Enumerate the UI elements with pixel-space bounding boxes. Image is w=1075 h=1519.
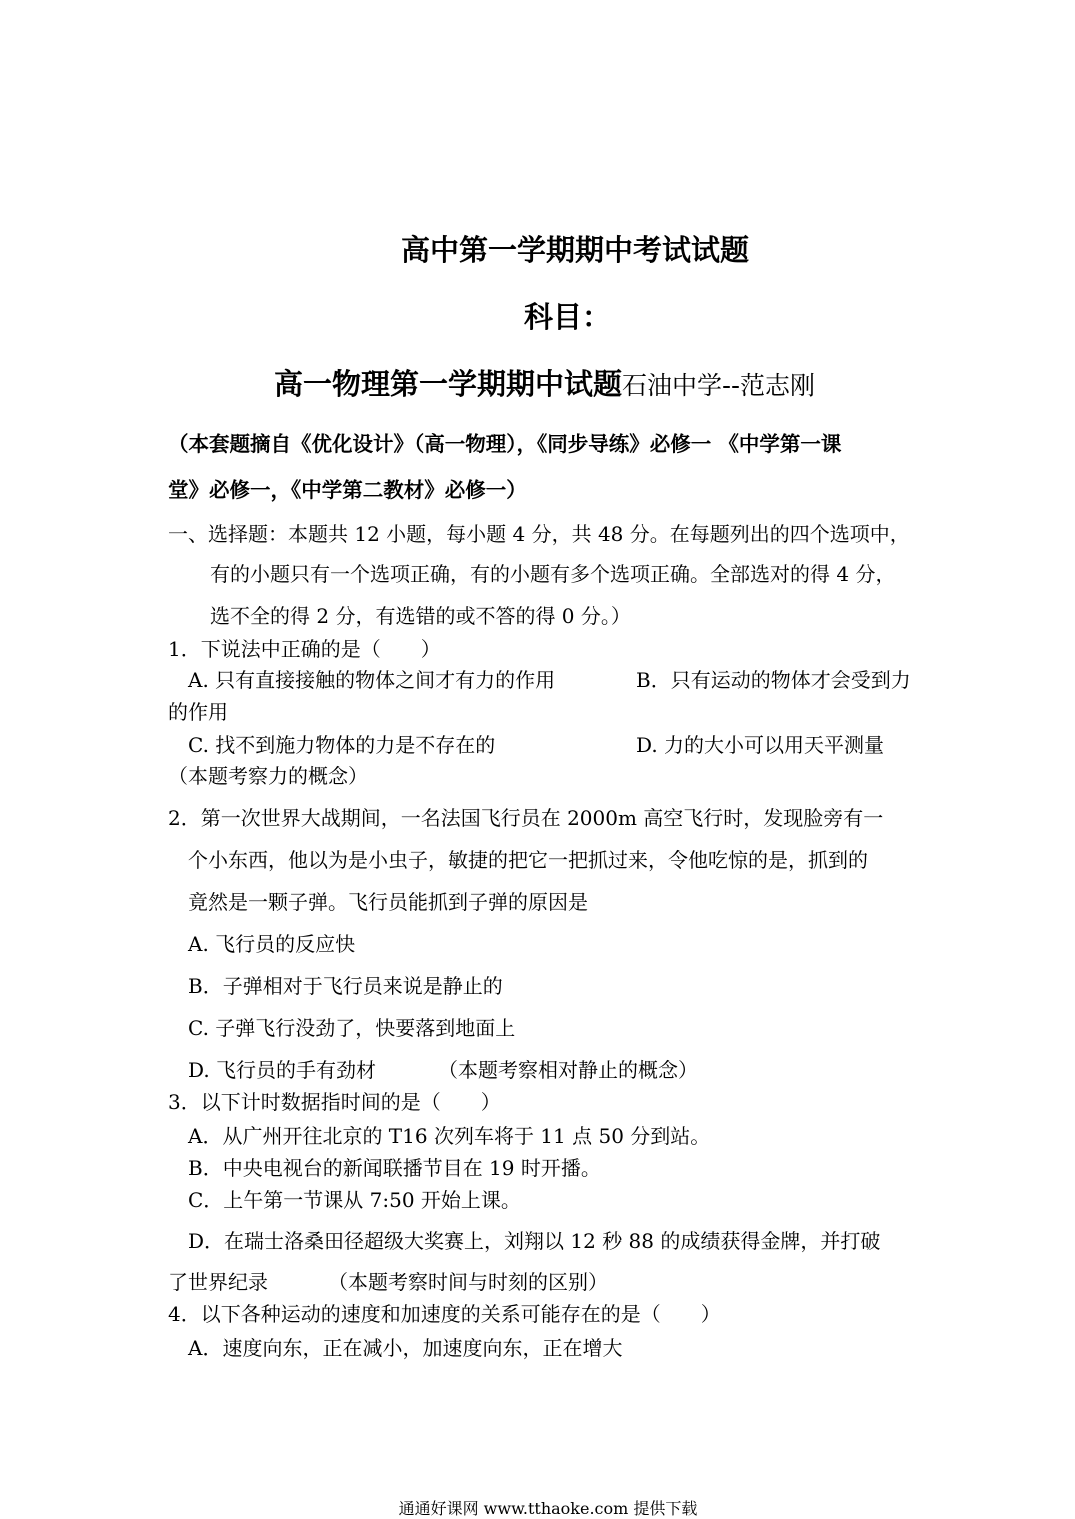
q4-option-a: A．速度向东，正在减小，加速度向东，正在增大 — [188, 1336, 623, 1360]
paper-author: 石油中学--范志刚 — [622, 371, 816, 400]
q2-option-c: C. 子弹飞行没劲了，快要落到地面上 — [188, 1016, 516, 1040]
q1-option-c: C. 找不到施力物体的力是不存在的 — [188, 733, 496, 757]
q2-stem-1: 2．第一次世界大战期间，一名法国飞行员在 2000m 高空飞行时，发现脸旁有一 — [168, 806, 884, 830]
q1-option-a: A. 只有直接接触的物体之间才有力的作用 — [188, 668, 556, 692]
q2-stem-3: 竟然是一颗子弹。飞行员能抓到子弹的原因是 — [188, 890, 588, 914]
q2-option-b: B．子弹相对于飞行员来说是静止的 — [188, 974, 503, 998]
q3-option-a: A．从广州开往北京的 T16 次列车将于 11 点 50 分到站。 — [188, 1124, 711, 1148]
subject-label: 科目： — [523, 300, 611, 334]
q1-note: （本题考察力的概念） — [168, 764, 368, 788]
section-1-heading: 一、选择题：本题共 12 小题，每小题 4 分，共 48 分。在每题列出的四个选项中， — [168, 522, 910, 546]
q3-option-d-cont: 了世界纪录 — [168, 1270, 268, 1294]
q2-stem-2: 个小东西，他以为是小虫子，敏捷的把它一把抓过来，令他吃惊的是，抓到的 — [188, 848, 868, 872]
q3-note: （本题考察时间与时刻的区别） — [328, 1270, 608, 1294]
source-note-line-2: 堂》必修一，《中学第二教材》必修一） — [168, 478, 527, 502]
exam-title: 高中第一学期期中考试试题 — [400, 233, 749, 267]
footer-credit: 通通好课网 www.tthaoke.com 提供下载 — [398, 1499, 698, 1518]
q1-option-b: B．只有运动的物体才会受到力 — [636, 668, 911, 692]
paper-title — [274, 362, 815, 403]
q4-stem: 4．以下各种运动的速度和加速度的关系可能存在的是（ ） — [168, 1302, 721, 1326]
section-1-line-2: 有的小题只有一个选项正确，有的小题有多个选项正确。全部选对的得 4 分， — [210, 562, 896, 586]
q1-option-d: D. 力的大小可以用天平测量 — [636, 733, 885, 757]
q3-option-b: B．中央电视台的新闻联播节目在 19 时开播。 — [188, 1156, 601, 1180]
section-1-line-3: 选不全的得 2 分，有选错的或不答的得 0 分。） — [210, 604, 631, 628]
q3-option-d: D．在瑞士洛桑田径超级大奖赛上，刘翔以 12 秒 88 的成绩获得金牌，并打破 — [188, 1229, 881, 1253]
q2-option-a: A. 飞行员的反应快 — [188, 932, 356, 956]
q1-stem: 1．下说法中正确的是（ ） — [168, 637, 441, 661]
q2-option-d: D. 飞行员的手有劲材 — [188, 1058, 377, 1082]
q3-stem: 3．以下计时数据指时间的是（ ） — [168, 1090, 501, 1114]
q3-option-c: C．上午第一节课从 7:50 开始上课。 — [188, 1188, 521, 1212]
q1-option-b-cont: 的作用 — [168, 700, 228, 724]
source-note-line-1: （本套题摘自《优化设计》（高一物理），《同步导练》必修一 《中学第一课 — [168, 432, 842, 456]
paper-title-main: 高一物理第一学期期中试题 — [274, 367, 623, 401]
q2-note: （本题考察相对静止的概念） — [438, 1058, 698, 1082]
